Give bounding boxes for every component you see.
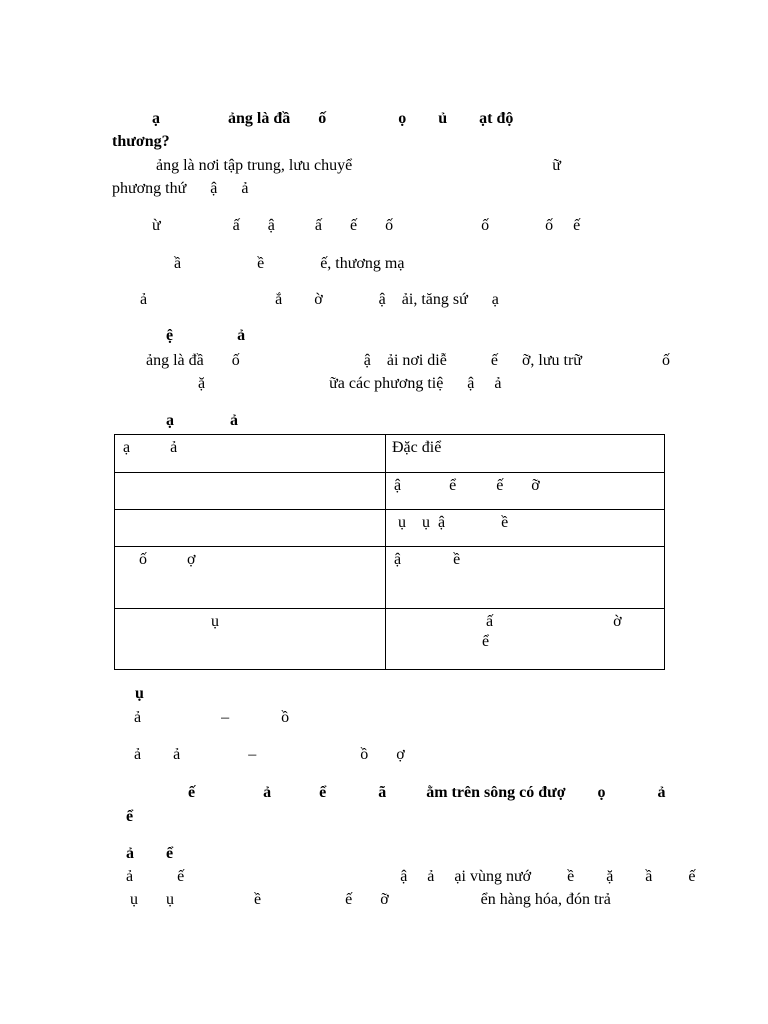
table-row: [115, 547, 665, 609]
paragraph-1-line-1: ảng là nơi tập trung, lưu chuyể ữ: [156, 157, 561, 174]
table-cell: ấ ờ ể: [386, 609, 665, 670]
table-header-cell: ạ ả: [115, 435, 386, 473]
list-item: ả – ồ: [134, 709, 290, 726]
point-line-2: ầ ề ế, thương mạ: [174, 255, 405, 272]
table-cell: ậ ể ế ỡ: [386, 473, 665, 510]
question-line-1: ế ả ể ã ằm trên sông có đượ ọ ả: [188, 784, 666, 801]
table-cell: ố ợ: [115, 547, 386, 609]
paragraph-2-line-1: ảng là đầ ố ậ ải nơi diễ ế ỡ, lưu trữ ố: [146, 352, 670, 369]
table-header-cell: Đặc điể: [386, 435, 665, 473]
question-line-2: ể: [126, 808, 134, 825]
paragraph-1-line-2: phương thứ ậ ả: [112, 180, 249, 197]
answer-heading: ả ể: [126, 845, 174, 862]
paragraph-2-line-2: ặ ữa các phương tiệ ậ ả: [198, 375, 502, 392]
heading-line-2: thương?: [112, 133, 170, 150]
table-cell: ậ ề: [386, 547, 665, 609]
table-cell: [115, 510, 386, 547]
point-line-1: ừ ấ ậ ấ ế ố ố ố ế: [152, 217, 581, 234]
answer-line-1: ả ế ậ ả ại vùng nướ ề ặ ầ ế: [126, 868, 696, 885]
table-row: [115, 609, 665, 670]
list-item: ả ả – ồ ợ: [134, 746, 405, 763]
table-row: [115, 510, 665, 547]
table-cell: ụ ụ ậ ề: [386, 510, 665, 547]
answer-line-2: ụ ụ ề ế ỡ ển hàng hóa, đón trả: [130, 891, 611, 908]
section-heading-4: ụ: [135, 685, 144, 702]
table-title: ạ ả: [166, 412, 238, 429]
heading-line-1: ạ ảng là đầ ố ọ ủ ạt độ: [112, 110, 514, 127]
table-cell: [115, 473, 386, 510]
table-row: [115, 473, 665, 510]
table-header-row: [115, 435, 665, 473]
section-heading-2: ệ ả: [166, 327, 246, 344]
ports-table: [114, 434, 665, 670]
point-line-3: ả ắ ờ ậ ải, tăng sứ ạ: [140, 291, 499, 308]
table-cell: ụ: [115, 609, 386, 670]
